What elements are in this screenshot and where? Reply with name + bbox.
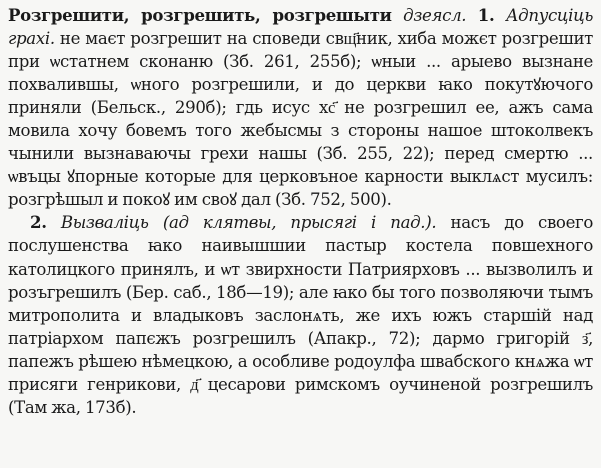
sense-gloss: Адпусціць грахі.: [8, 6, 594, 49]
headword: Розгрешити, розгрешить, розгрешыти: [8, 5, 392, 25]
sense-number: 1.: [477, 5, 495, 25]
sense-gloss: Вызваліць (ад клятвы, прысягі і пад.).: [60, 213, 437, 233]
sense-citations: насъ до своего послушенства ꙗко наивышшии пастыр костела повшехного католицкого принялъ, и ѡт звирхности Патриярховъ ... вызволилъ и розъгрешилъ (Бер. саб., 18б—19); але ꙗко бы того позволяючи тымъ митрополита и владыковъ заслонѧть, же ихъ южъ старшій над патріархом папєжъ розгрешилъ (Апакр., 72); дармо григорій з҃, папежъ рѣшею нѣмецкою, а особливе родоулфа швабского кнѧжа ѡт присяги генрикови, д҃ цесарови римскомъ оучиненой розгрешилъ (Там жа, 173б).: [8, 213, 594, 417]
sense-citations: не маєт розгрешит на споведи свщ҃ник, хиба можєт розгрешит при ѡстатнем сконаню (Зб. 261, 255б); ѡныи ... арыево вызнане похвалившы, ѡного розгрешили, и до церкви ꙗко покутꙋючого приняли (Бельск., 290б); гдь исус хс҃ не розгрешил ее, ажъ сама мовила хочу бовемъ того жебысмы з стороны нашое штоколвекъ чынили вызнаваючы грехи нашы (Зб. 255, 22); перед смертю ... ѡвъцы ꙋпорные которые для церковъное карности выклѧст мусилъ: розгрѣшыл и покоꙋ им своꙋ дал (Зб. 752, 500).: [8, 29, 594, 210]
sense-number: 2.: [30, 212, 47, 233]
part-of-speech: дзеясл.: [403, 6, 467, 25]
entry-sense-1: [8, 4, 593, 211]
entry-sense-2: [8, 211, 593, 418]
